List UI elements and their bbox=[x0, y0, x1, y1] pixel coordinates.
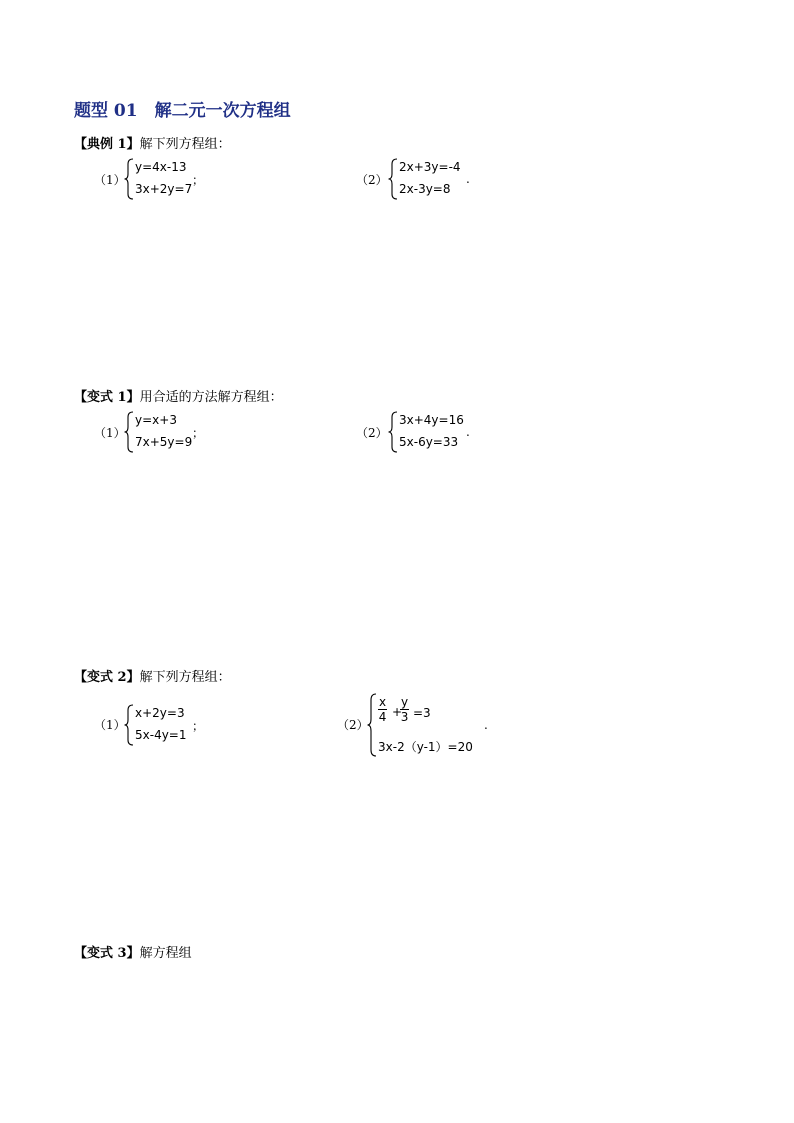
fraction-y-over-3 bbox=[400, 696, 409, 724]
equation-line-2: 3x-2（y-1）=20 bbox=[378, 740, 473, 754]
equation-line-2: 7x+5y=9 bbox=[135, 435, 193, 449]
equation-system bbox=[124, 704, 214, 746]
left-brace-icon bbox=[388, 411, 398, 453]
problem-label: （1） bbox=[94, 173, 126, 187]
section-title: 题型 01 解二元一次方程组 bbox=[74, 101, 291, 121]
variant-2-tag: 【变式 2】 bbox=[74, 670, 140, 685]
example-1-instruction: 解下列方程组： bbox=[139, 137, 231, 152]
problem-label: （1） bbox=[94, 718, 126, 732]
problem-label: （2） bbox=[337, 718, 369, 732]
example-1-heading bbox=[74, 133, 231, 152]
equation-line-2: 3x+2y=7 bbox=[135, 182, 193, 196]
equation-system bbox=[367, 693, 497, 757]
variant-3-instruction: 解方程组 bbox=[139, 946, 192, 961]
left-brace-icon bbox=[367, 693, 377, 757]
equation-system bbox=[388, 411, 488, 453]
end-punctuation: ； bbox=[192, 173, 205, 187]
variant-1-heading bbox=[74, 386, 283, 405]
fraction-numerator: x bbox=[379, 695, 387, 709]
equation-line-1-rest: =3 bbox=[413, 706, 431, 720]
equation-line-1: x+2y=3 bbox=[135, 706, 185, 720]
left-brace-icon bbox=[388, 158, 398, 200]
variant-3-tag: 【变式 3】 bbox=[74, 946, 140, 961]
equation-system bbox=[388, 158, 488, 200]
left-brace-icon bbox=[124, 158, 134, 200]
fraction-denominator: 4 bbox=[378, 710, 387, 724]
variant-2-instruction: 解下列方程组： bbox=[139, 670, 231, 685]
equation-line-1: 3x+4y=16 bbox=[399, 413, 464, 427]
problem-label: （2） bbox=[356, 173, 388, 187]
equation-line-1: y=4x-13 bbox=[135, 160, 187, 174]
equation-system bbox=[124, 411, 214, 453]
fraction-x-over-4 bbox=[378, 696, 387, 724]
left-brace-icon bbox=[124, 704, 134, 746]
end-punctuation: . bbox=[466, 425, 470, 439]
problem-label: （1） bbox=[94, 426, 126, 440]
equation-line-2: 2x-3y=8 bbox=[399, 182, 451, 196]
end-punctuation: ； bbox=[192, 426, 205, 440]
equation-line-1: y=x+3 bbox=[135, 413, 177, 427]
end-punctuation: . bbox=[484, 718, 488, 732]
fraction-denominator: 3 bbox=[400, 710, 409, 724]
plus-sign: + bbox=[392, 705, 403, 719]
variant-1-tag: 【变式 1】 bbox=[74, 390, 140, 405]
equation-line-2: 5x-6y=33 bbox=[399, 435, 459, 449]
problem-label: （2） bbox=[356, 426, 388, 440]
variant-1-instruction: 用合适的方法解方程组： bbox=[139, 390, 283, 405]
variant-3-heading bbox=[74, 942, 192, 961]
equation-system bbox=[124, 158, 214, 200]
end-punctuation: . bbox=[466, 172, 470, 186]
fraction-numerator: y bbox=[401, 695, 409, 709]
equation-line-2: 5x-4y=1 bbox=[135, 728, 187, 742]
left-brace-icon bbox=[124, 411, 134, 453]
end-punctuation: ； bbox=[192, 719, 205, 733]
equation-line-1: 2x+3y=-4 bbox=[399, 160, 461, 174]
example-1-tag: 【典例 1】 bbox=[74, 137, 140, 152]
variant-2-heading bbox=[74, 666, 231, 685]
